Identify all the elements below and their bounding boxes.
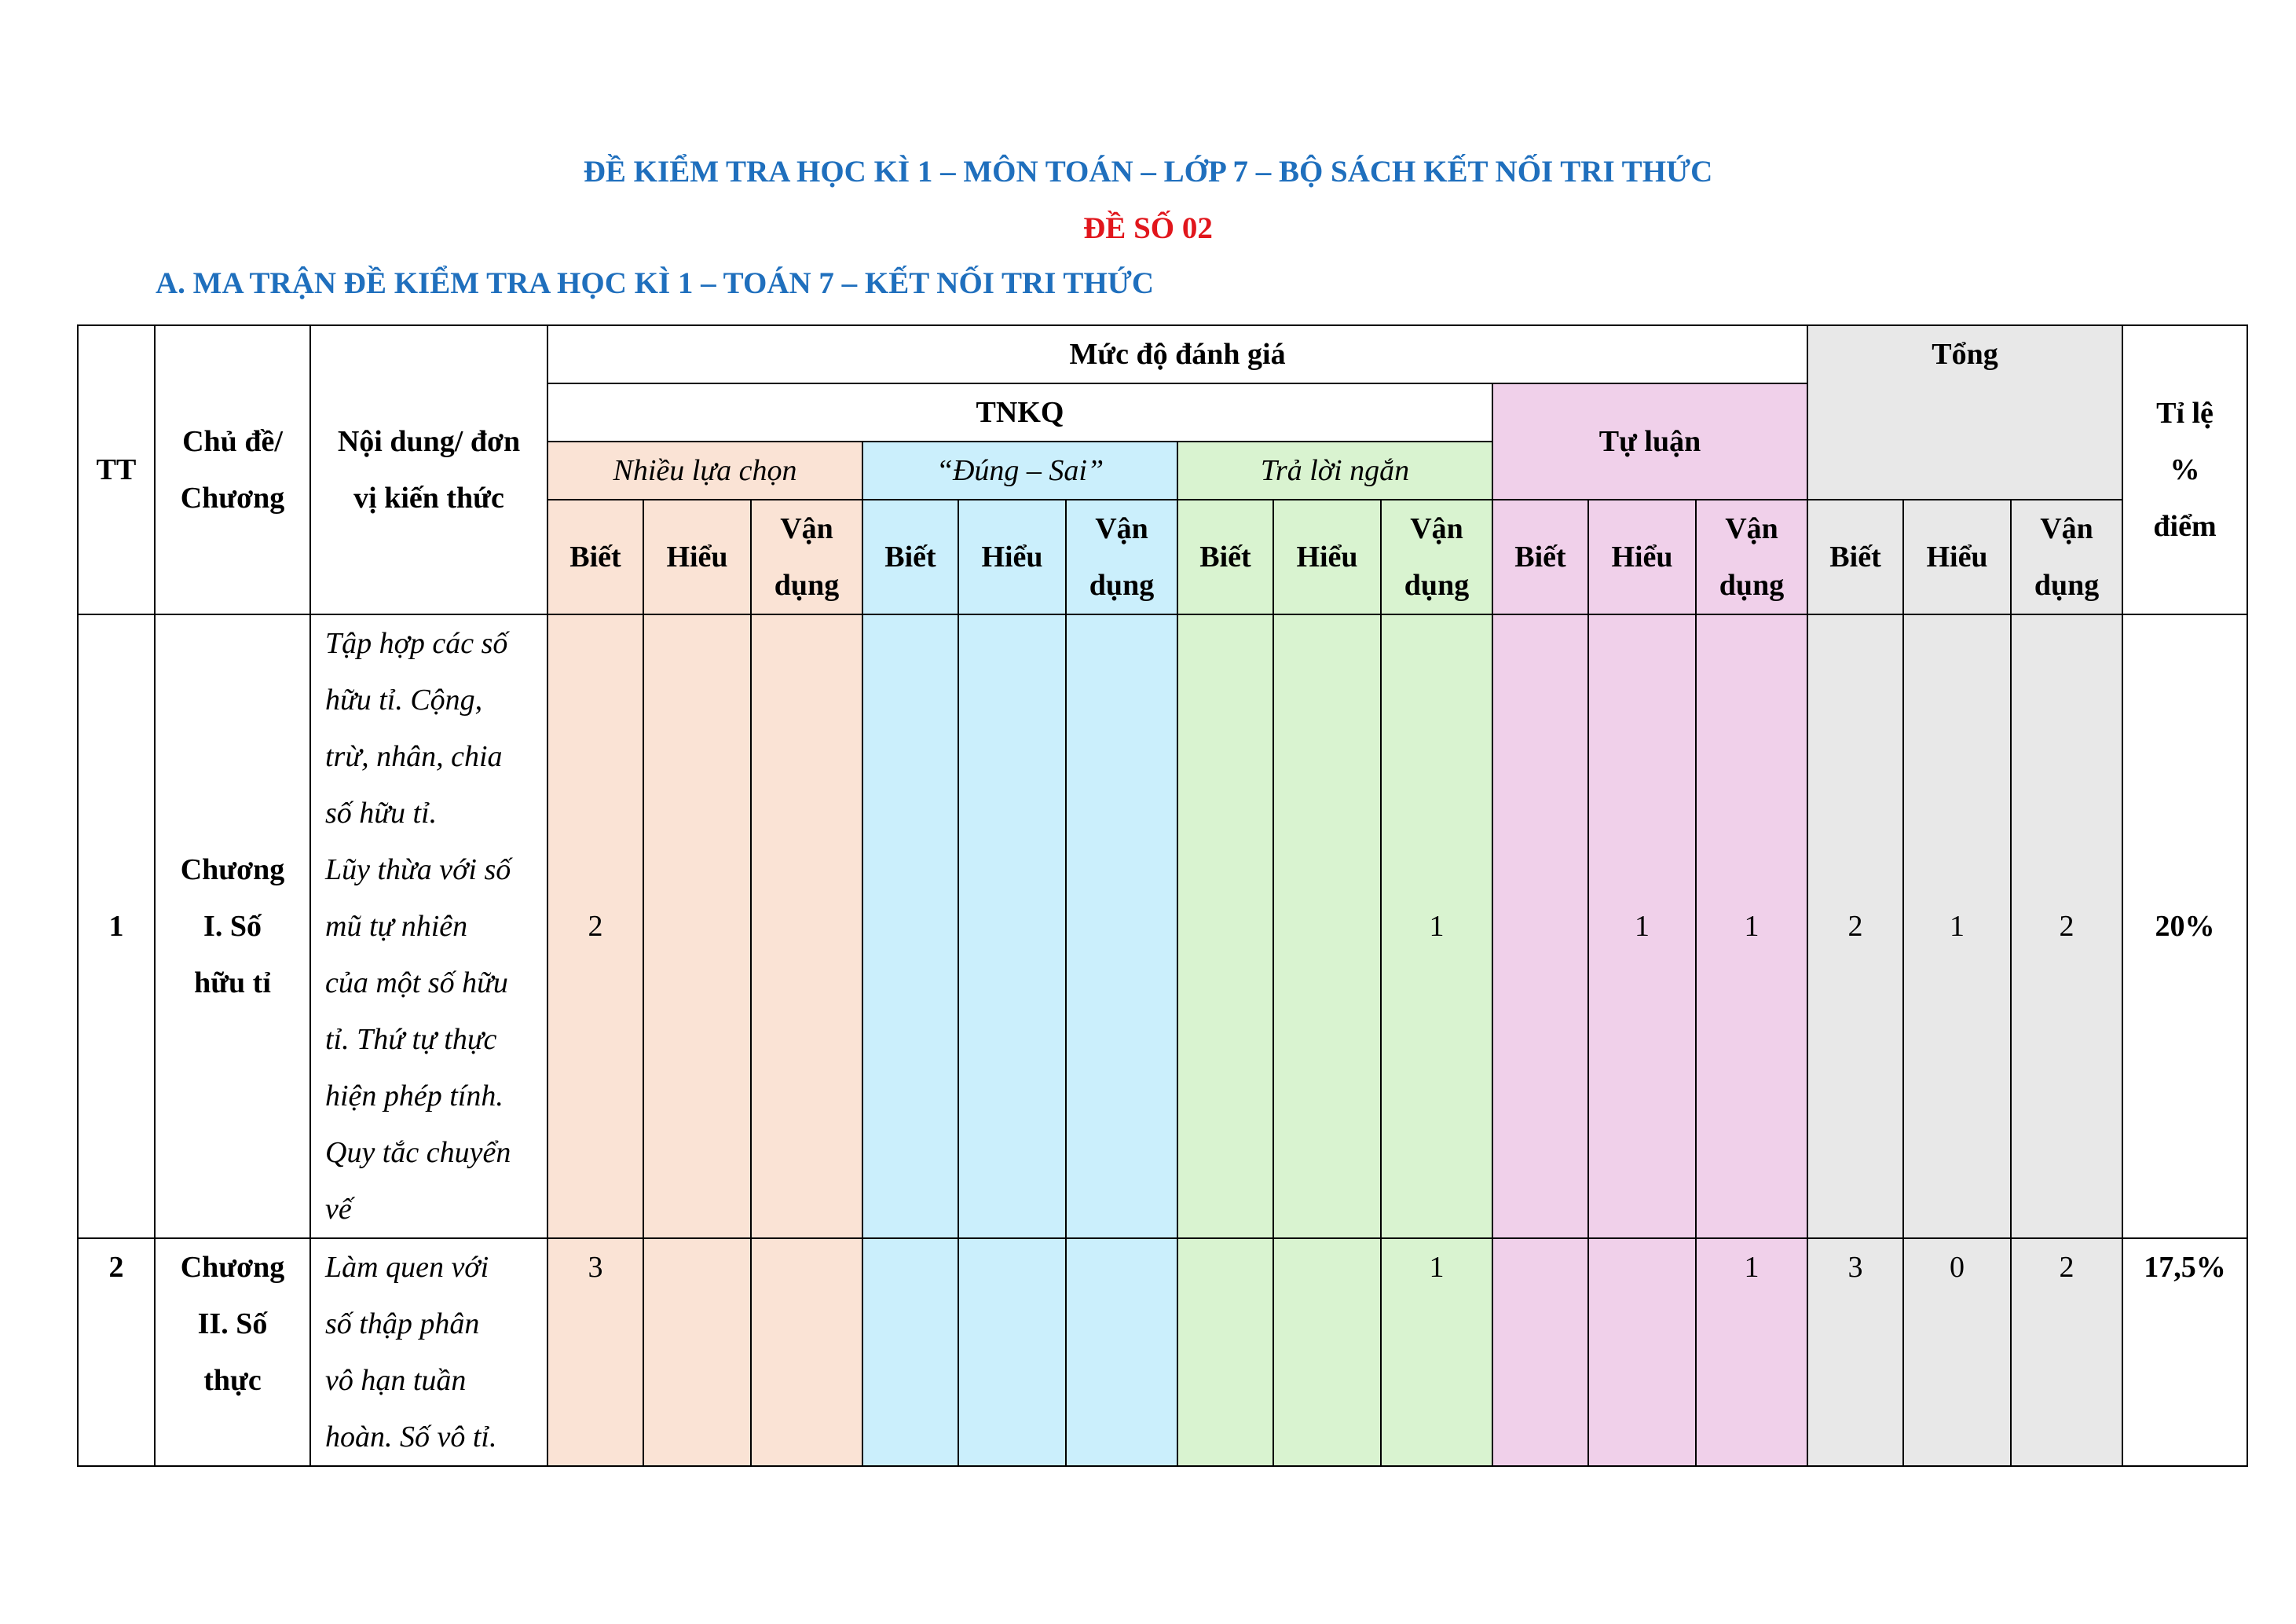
apply-line2: dụng — [1719, 569, 1785, 602]
essay-apply-cell: 1 — [1696, 614, 1807, 1238]
table-row — [78, 614, 2247, 1238]
header-multiple-choice: Nhiều lựa chọn — [547, 442, 862, 500]
short-understand-cell — [1273, 614, 1381, 1238]
assessment-matrix-table — [77, 324, 2248, 1467]
tf-know-cell — [862, 1238, 958, 1466]
tf-apply-header — [1066, 500, 1177, 614]
mc-apply-cell — [751, 614, 862, 1238]
header-content-line1: Nội dung/ đơn — [337, 425, 521, 458]
header-short-answer: Trả lời ngắn — [1177, 442, 1492, 500]
row-topic — [155, 1238, 310, 1466]
content-line: Làm quen với — [325, 1251, 489, 1284]
header-topic — [155, 325, 310, 614]
tf-know-header: Biết — [862, 500, 958, 614]
header-topic-line1: Chủ đề/ — [182, 425, 283, 458]
total-understand-header: Hiểu — [1903, 500, 2011, 614]
exam-number: ĐỀ SỐ 02 — [1083, 211, 1213, 245]
total-know-cell: 3 — [1807, 1238, 1903, 1466]
apply-line2: dụng — [774, 569, 840, 602]
essay-apply-cell: 1 — [1696, 1238, 1807, 1466]
content-line: Lũy thừa với số — [325, 853, 511, 886]
topic-line: hữu tỉ — [194, 966, 271, 999]
short-apply-cell: 1 — [1381, 614, 1492, 1238]
content-line: mũ tự nhiên — [325, 910, 468, 943]
header-essay: Tự luận — [1492, 383, 1807, 500]
topic-line: Chương — [180, 1251, 285, 1284]
header-row-1 — [78, 325, 2247, 383]
header-tnkq: TNKQ — [547, 383, 1492, 442]
header-tt: TT — [78, 325, 155, 614]
total-apply-cell: 2 — [2011, 614, 2122, 1238]
mc-know-cell: 3 — [547, 1238, 643, 1466]
row-topic — [155, 614, 310, 1238]
apply-line1: Vận — [1095, 512, 1148, 545]
table-row — [78, 1238, 2247, 1466]
row-number: 2 — [78, 1238, 155, 1466]
document-title: ĐỀ KIỂM TRA HỌC KÌ 1 – MÔN TOÁN – LỚP 7 – BỘ SÁCH KẾT NỐI TRI THỨC — [583, 155, 1713, 189]
short-know-cell — [1177, 614, 1273, 1238]
tf-apply-cell — [1066, 1238, 1177, 1466]
content-line: vô hạn tuần — [325, 1364, 467, 1397]
apply-line2: dụng — [2034, 569, 2100, 602]
essay-understand-cell — [1588, 1238, 1696, 1466]
header-total: Tổng — [1807, 325, 2122, 500]
content-line: trừ, nhân, chia — [325, 740, 503, 773]
essay-apply-header — [1696, 500, 1807, 614]
short-apply-cell: 1 — [1381, 1238, 1492, 1466]
row-content — [310, 614, 547, 1238]
essay-know-cell — [1492, 1238, 1588, 1466]
content-line: tỉ. Thứ tự thực — [325, 1023, 497, 1056]
content-line: Tập hợp các số — [325, 627, 508, 660]
short-know-cell — [1177, 1238, 1273, 1466]
row-content — [310, 1238, 547, 1466]
apply-line1: Vận — [1410, 512, 1463, 545]
header-ratio-line1: Tỉ lệ — [2156, 397, 2214, 430]
tf-understand-header: Hiểu — [958, 500, 1066, 614]
content-line: Quy tắc chuyển — [325, 1136, 511, 1169]
mc-know-header: Biết — [547, 500, 643, 614]
apply-line2: dụng — [1404, 569, 1470, 602]
mc-understand-header: Hiểu — [643, 500, 751, 614]
ratio-cell: 20% — [2122, 614, 2247, 1238]
content-line: hữu tỉ. Cộng, — [325, 684, 483, 717]
tf-understand-cell — [958, 614, 1066, 1238]
apply-line1: Vận — [2040, 512, 2093, 545]
topic-line: thực — [203, 1364, 262, 1397]
header-assessment-level: Mức độ đánh giá — [547, 325, 1807, 383]
tf-understand-cell — [958, 1238, 1066, 1466]
mc-apply-cell — [751, 1238, 862, 1466]
apply-line1: Vận — [1725, 512, 1778, 545]
mc-understand-cell — [643, 614, 751, 1238]
apply-line2: dụng — [1089, 569, 1155, 602]
short-apply-header — [1381, 500, 1492, 614]
row-number: 1 — [78, 614, 155, 1238]
content-line: hiện phép tính. — [325, 1080, 504, 1113]
total-know-cell: 2 — [1807, 614, 1903, 1238]
apply-line1: Vận — [780, 512, 833, 545]
topic-line: II. Số — [197, 1307, 268, 1340]
section-title: A. MA TRẬN ĐỀ KIỂM TRA HỌC KÌ 1 – TOÁN 7 – KẾT NỐI TRI THỨC — [156, 266, 1154, 300]
ratio-cell: 17,5% — [2122, 1238, 2247, 1466]
mc-apply-header — [751, 500, 862, 614]
header-topic-line2: Chương — [180, 482, 285, 515]
topic-line: I. Số — [203, 910, 262, 943]
essay-understand-header: Hiểu — [1588, 500, 1696, 614]
header-ratio-line2: % — [2170, 453, 2200, 486]
essay-know-cell — [1492, 614, 1588, 1238]
essay-know-header: Biết — [1492, 500, 1588, 614]
short-understand-header: Hiểu — [1273, 500, 1381, 614]
short-understand-cell — [1273, 1238, 1381, 1466]
essay-understand-cell: 1 — [1588, 614, 1696, 1238]
total-apply-header — [2011, 500, 2122, 614]
content-line: số hữu tỉ. — [325, 797, 438, 830]
topic-line: Chương — [180, 853, 285, 886]
header-content — [310, 325, 547, 614]
content-line: hoàn. Số vô tỉ. — [325, 1421, 497, 1454]
short-know-header: Biết — [1177, 500, 1273, 614]
total-apply-cell: 2 — [2011, 1238, 2122, 1466]
header-content-line2: vị kiến thức — [353, 482, 504, 515]
total-understand-cell: 1 — [1903, 614, 2011, 1238]
total-understand-cell: 0 — [1903, 1238, 2011, 1466]
tf-know-cell — [862, 614, 958, 1238]
content-line: vế — [325, 1193, 352, 1226]
tf-apply-cell — [1066, 614, 1177, 1238]
header-ratio — [2122, 325, 2247, 614]
content-line: số thập phân — [325, 1307, 480, 1340]
header-ratio-line3: điểm — [2153, 510, 2217, 543]
content-line: của một số hữu — [325, 966, 508, 999]
header-true-false: “Đúng – Sai” — [862, 442, 1177, 500]
total-know-header: Biết — [1807, 500, 1903, 614]
mc-know-cell: 2 — [547, 614, 643, 1238]
mc-understand-cell — [643, 1238, 751, 1466]
